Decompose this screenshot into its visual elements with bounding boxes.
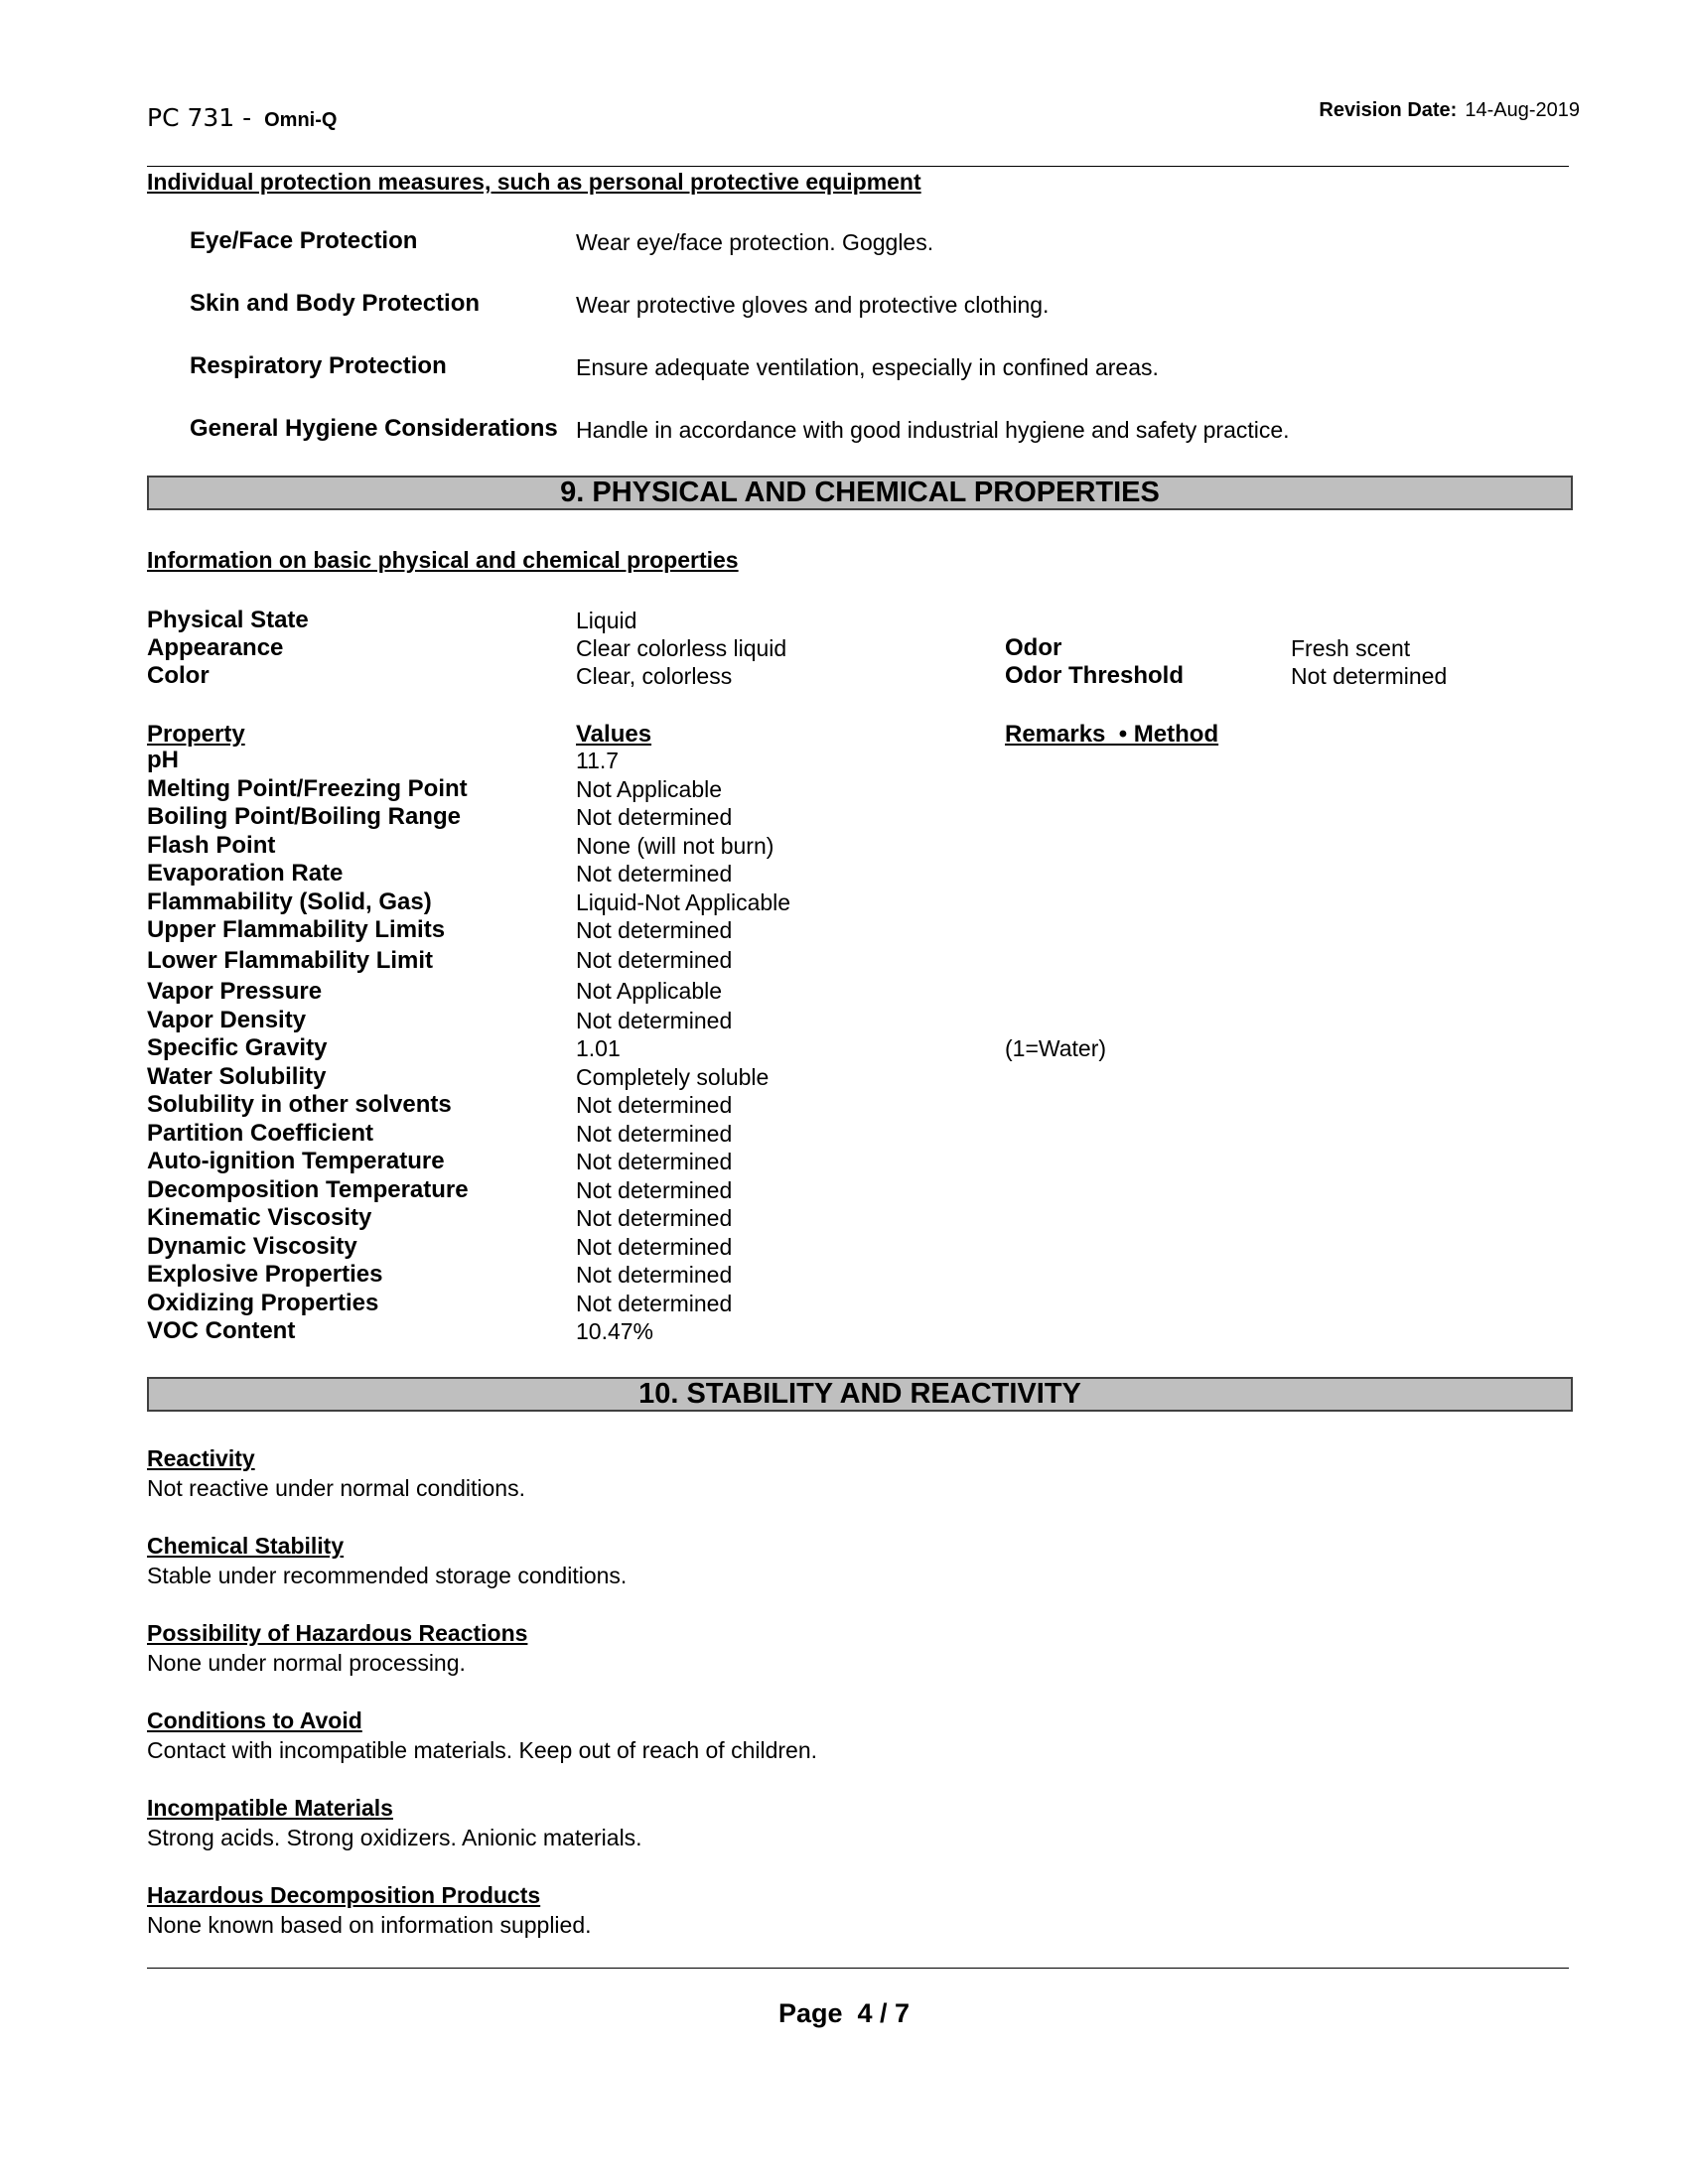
- property-name: Auto-ignition Temperature: [147, 1148, 445, 1174]
- table-row: [147, 945, 1438, 976]
- property-value: Not determined: [576, 861, 733, 887]
- table-row: [147, 1063, 1438, 1092]
- hazardous-reactions-block: [147, 1618, 1438, 1678]
- property-value: Completely soluble: [576, 1063, 770, 1090]
- table-row: [147, 1176, 1438, 1205]
- property-remark: [1005, 1091, 1303, 1120]
- property-value: Not Applicable: [576, 775, 723, 802]
- table-row: [147, 1148, 1438, 1176]
- property-name: Decomposition Temperature: [147, 1175, 469, 1203]
- property-name: Flammability (Solid, Gas): [147, 887, 432, 915]
- table-row: [147, 1233, 1438, 1262]
- property-name: Flash Point: [147, 831, 276, 859]
- revision-info: [1319, 99, 1580, 122]
- property-value: 10.47%: [576, 1318, 654, 1344]
- ppe-value-respiratory: Ensure adequate ventilation, especially in confined areas.: [576, 354, 1159, 380]
- revision-date: 14-Aug-2019: [1465, 99, 1580, 121]
- property-remark: [1005, 1290, 1303, 1318]
- table-row: [147, 775, 1438, 804]
- property-name: Kinematic Viscosity: [147, 1204, 372, 1231]
- appearance-value: Clear colorless liquid: [576, 635, 787, 661]
- property-value: Not determined: [576, 1205, 733, 1231]
- section-9-subheading: Information on basic physical and chemical properties: [147, 547, 739, 573]
- col-header-property: Property: [147, 721, 245, 748]
- table-row: [147, 976, 1438, 1007]
- hazardous-reactions-text: None under normal processing.: [147, 1650, 466, 1676]
- property-name: Oxidizing Properties: [147, 1289, 379, 1316]
- chemical-stability-text: Stable under recommended storage conditions.: [147, 1563, 628, 1588]
- property-remark: [1005, 916, 1303, 945]
- table-row: [147, 1204, 1438, 1233]
- property-value: Not Applicable: [576, 977, 723, 1004]
- odor-label: Odor: [1005, 634, 1062, 661]
- property-remark: [1005, 832, 1303, 861]
- incompatible-materials-heading: Incompatible Materials: [147, 1795, 393, 1821]
- property-value: Not determined: [576, 1262, 733, 1288]
- property-remark: [1005, 860, 1303, 888]
- conditions-to-avoid-heading: Conditions to Avoid: [147, 1707, 362, 1733]
- incompatible-materials-text: Strong acids. Strong oxidizers. Anionic materials.: [147, 1825, 642, 1850]
- footer-divider: [147, 1968, 1569, 1969]
- property-value: None (will not burn): [576, 832, 774, 859]
- property-remark: [1005, 1120, 1303, 1149]
- property-remark: [1005, 1317, 1303, 1346]
- property-remark: [1005, 1233, 1303, 1262]
- decomposition-products-block: [147, 1880, 1438, 1940]
- odor-value: Fresh scent: [1291, 635, 1411, 661]
- reactivity-heading: Reactivity: [147, 1445, 255, 1471]
- property-remark: [1005, 888, 1303, 917]
- chemical-stability-block: [147, 1531, 1438, 1590]
- ppe-label-hygiene: General Hygiene Considerations: [190, 415, 558, 442]
- ppe-heading: Individual protection measures, such as personal protective equipment: [147, 169, 921, 195]
- table-row: [147, 888, 1438, 917]
- property-value: Not determined: [576, 1176, 733, 1203]
- property-remark: [1005, 945, 1303, 976]
- color-label: Color: [147, 662, 210, 689]
- decomposition-products-text: None known based on information supplied.: [147, 1912, 592, 1938]
- property-value: Not determined: [576, 946, 733, 973]
- property-name: Melting Point/Freezing Point: [147, 774, 468, 802]
- property-remark: [1005, 976, 1303, 1007]
- property-name: Specific Gravity: [147, 1034, 328, 1061]
- conditions-to-avoid-text: Contact with incompatible materials. Keep out of reach of children.: [147, 1737, 818, 1763]
- property-remark: [1005, 775, 1303, 804]
- ppe-label-respiratory: Respiratory Protection: [190, 352, 447, 379]
- property-name: VOC Content: [147, 1317, 296, 1344]
- property-name: Solubility in other solvents: [147, 1091, 452, 1118]
- product-name: Omni-Q: [264, 109, 338, 131]
- appearance-label: Appearance: [147, 634, 284, 661]
- table-row: [147, 1290, 1438, 1318]
- properties-table: [147, 747, 1438, 1346]
- odor-threshold-label: Odor Threshold: [1005, 662, 1184, 689]
- reactivity-block: [147, 1443, 1438, 1503]
- property-name: Lower Flammability Limit: [147, 946, 434, 974]
- physical-state-value: Liquid: [576, 608, 637, 633]
- ppe-value-hygiene: Handle in accordance with good industrial hygiene and safety practice.: [576, 417, 1290, 443]
- ppe-value-eye: Wear eye/face protection. Goggles.: [576, 229, 934, 255]
- revision-label: Revision Date:: [1319, 99, 1458, 121]
- header-divider: [147, 166, 1569, 167]
- property-value: Not determined: [576, 1233, 733, 1260]
- property-name: Vapor Density: [147, 1006, 307, 1033]
- property-name: Explosive Properties: [147, 1261, 383, 1288]
- property-value: Not determined: [576, 917, 733, 943]
- property-remark: (1=Water): [1005, 1035, 1107, 1061]
- table-row: [147, 747, 1438, 775]
- table-row: [147, 1091, 1438, 1120]
- hazardous-reactions-heading: Possibility of Hazardous Reactions: [147, 1620, 528, 1646]
- physical-state-label: Physical State: [147, 607, 309, 633]
- property-name: pH: [147, 747, 179, 773]
- product-header: [147, 103, 337, 133]
- table-row: [147, 1007, 1438, 1035]
- property-remark: [1005, 747, 1303, 775]
- table-row: [147, 832, 1438, 861]
- property-remark: [1005, 1261, 1303, 1290]
- odor-threshold-value: Not determined: [1291, 663, 1448, 689]
- table-row: [147, 1034, 1438, 1063]
- property-value: Not determined: [576, 1149, 733, 1174]
- property-remark: [1005, 1176, 1303, 1205]
- property-remark: [1005, 1063, 1303, 1092]
- property-remark: [1005, 803, 1303, 832]
- property-value: 1.01: [576, 1035, 621, 1061]
- property-name: Upper Flammability Limits: [147, 916, 446, 943]
- ppe-label-skin: Skin and Body Protection: [190, 290, 481, 317]
- table-row: [147, 1120, 1438, 1149]
- product-code: PC 731 -: [147, 103, 252, 132]
- table-row: [147, 803, 1438, 832]
- page-number: Page 4 / 7: [777, 1998, 911, 2028]
- incompatible-materials-block: [147, 1793, 1438, 1852]
- property-value: 11.7: [576, 748, 620, 773]
- property-name: Vapor Pressure: [147, 977, 323, 1005]
- property-value: Not determined: [576, 804, 733, 830]
- property-name: Partition Coefficient: [147, 1119, 374, 1147]
- property-remark: [1005, 1204, 1303, 1233]
- table-row: [147, 1317, 1438, 1346]
- table-row: [147, 1261, 1438, 1290]
- table-row: [147, 860, 1438, 888]
- property-name: Boiling Point/Boiling Range: [147, 803, 461, 830]
- property-remark: [1005, 1007, 1303, 1035]
- decomposition-products-heading: Hazardous Decomposition Products: [147, 1882, 541, 1908]
- property-value: Liquid-Not Applicable: [576, 888, 791, 915]
- property-value: Not determined: [576, 1120, 733, 1147]
- chemical-stability-heading: Chemical Stability: [147, 1533, 345, 1559]
- property-name: Evaporation Rate: [147, 860, 344, 887]
- property-remark: [1005, 1148, 1303, 1176]
- property-name: Water Solubility: [147, 1062, 327, 1090]
- property-name: Dynamic Viscosity: [147, 1232, 357, 1260]
- reactivity-text: Not reactive under normal conditions.: [147, 1475, 525, 1501]
- ppe-value-skin: Wear protective gloves and protective clothing.: [576, 292, 1050, 318]
- property-value: Not determined: [576, 1290, 733, 1316]
- conditions-to-avoid-block: [147, 1706, 1438, 1765]
- col-header-values: Values: [576, 721, 652, 748]
- property-value: Not determined: [576, 1092, 733, 1118]
- section-9-banner: 9. PHYSICAL AND CHEMICAL PROPERTIES: [147, 476, 1573, 510]
- table-row: [147, 916, 1438, 945]
- color-value: Clear, colorless: [576, 663, 733, 689]
- section-10-banner: 10. STABILITY AND REACTIVITY: [147, 1377, 1573, 1412]
- col-header-remarks: Remarks • Method: [1005, 721, 1219, 748]
- ppe-label-eye: Eye/Face Protection: [190, 227, 418, 254]
- property-value: Not determined: [576, 1007, 733, 1033]
